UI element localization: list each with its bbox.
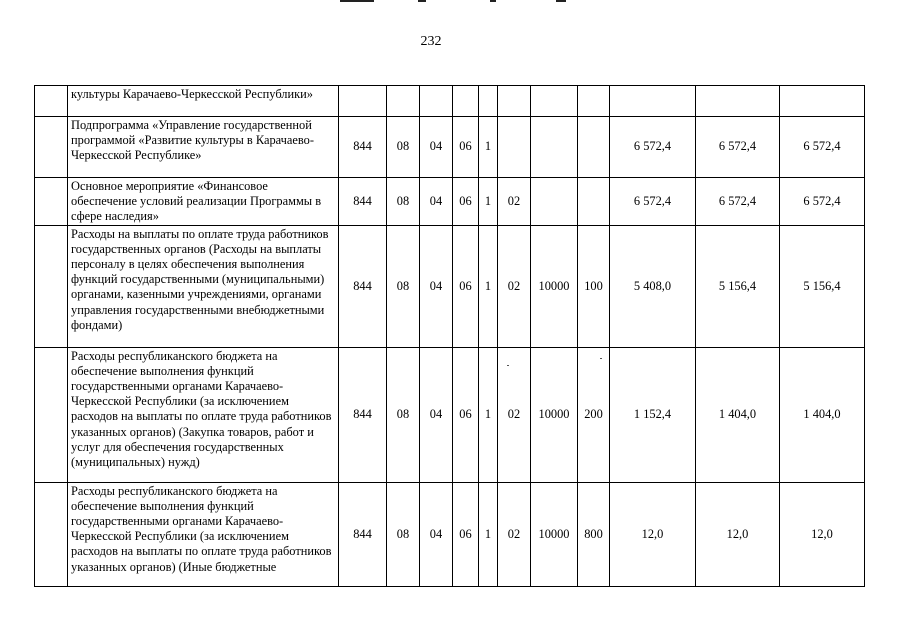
- expense-name-cell: Расходы на выплаты по оплате труда работников государственных органов (Расходы на выплаты персоналу в целях обеспечения выполнения функций государственными (муниципальными) органами, казенными учреждениями, органами управления государственными внебюджетными фондами): [68, 225, 339, 347]
- direction-code-cell: 10000: [531, 482, 578, 586]
- subsection-code-cell: 04: [420, 347, 453, 482]
- row-number-cell: [35, 347, 68, 482]
- amount-2-cell: 6 572,4: [696, 117, 780, 178]
- expense-type-cell: [578, 86, 610, 117]
- row-number-cell: [35, 482, 68, 586]
- amount-2-cell: [696, 86, 780, 117]
- ministry-code-cell: 844: [339, 178, 387, 226]
- amount-1-cell: 12,0: [610, 482, 696, 586]
- event-code-cell: 02: [498, 178, 531, 226]
- program-code-cell: 06: [453, 178, 479, 226]
- ministry-code-cell: 844: [339, 117, 387, 178]
- scan-artifact: [340, 0, 374, 2]
- expense-type-cell: 800: [578, 482, 610, 586]
- expense-type-cell: [578, 178, 610, 226]
- row-number-cell: [35, 117, 68, 178]
- scan-speck: [600, 358, 602, 359]
- direction-code-cell: 10000: [531, 347, 578, 482]
- expense-type-cell: [578, 117, 610, 178]
- direction-code-cell: [531, 178, 578, 226]
- expense-name-cell: Расходы республиканского бюджета на обеспечение выполнения функций государственными органами Карачаево-Черкесской Республики (за исключением расходов на выплаты по оплате труда работников указанных органов) (Иные бюджетные: [68, 482, 339, 586]
- page-number: 232: [420, 34, 442, 49]
- section-code-cell: 08: [387, 178, 420, 226]
- subprogram-code-cell: 1: [479, 225, 498, 347]
- program-code-cell: 06: [453, 347, 479, 482]
- table-row: [35, 178, 865, 226]
- direction-code-cell: 10000: [531, 225, 578, 347]
- subprogram-code-cell: 1: [479, 482, 498, 586]
- expense-name-cell: культуры Карачаево-Черкесской Республики»: [68, 86, 339, 117]
- ministry-code-cell: [339, 86, 387, 117]
- subsection-code-cell: 04: [420, 178, 453, 226]
- scan-speck: [507, 365, 509, 366]
- table-row: [35, 482, 865, 586]
- subprogram-code-cell: 1: [479, 117, 498, 178]
- table-row: [35, 225, 865, 347]
- amount-2-cell: 5 156,4: [696, 225, 780, 347]
- program-code-cell: [453, 86, 479, 117]
- row-number-cell: [35, 225, 68, 347]
- subsection-code-cell: 04: [420, 117, 453, 178]
- row-number-cell: [35, 86, 68, 117]
- amount-1-cell: 5 408,0: [610, 225, 696, 347]
- event-code-cell: 02: [498, 225, 531, 347]
- program-code-cell: 06: [453, 482, 479, 586]
- section-code-cell: 08: [387, 482, 420, 586]
- amount-2-cell: 6 572,4: [696, 178, 780, 226]
- subprogram-code-cell: [479, 86, 498, 117]
- direction-code-cell: [531, 117, 578, 178]
- subprogram-code-cell: 1: [479, 178, 498, 226]
- program-code-cell: 06: [453, 225, 479, 347]
- subsection-code-cell: 04: [420, 225, 453, 347]
- table-row: [35, 86, 865, 117]
- scan-artifact: [490, 0, 496, 2]
- amount-1-cell: 1 152,4: [610, 347, 696, 482]
- amount-3-cell: 12,0: [780, 482, 865, 586]
- section-code-cell: [387, 86, 420, 117]
- amount-1-cell: 6 572,4: [610, 117, 696, 178]
- amount-1-cell: [610, 86, 696, 117]
- subprogram-code-cell: 1: [479, 347, 498, 482]
- section-code-cell: 08: [387, 225, 420, 347]
- amount-3-cell: 1 404,0: [780, 347, 865, 482]
- expense-name-cell: Расходы республиканского бюджета на обеспечение выполнения функций государственными органами Карачаево-Черкесской Республики (за исключением расходов на выплаты по оплате труда работников указанных органов) (Закупка товаров, работ и услуг для обеспечения государственных (муниципальных) нужд): [68, 347, 339, 482]
- amount-3-cell: [780, 86, 865, 117]
- budget-table: [34, 85, 865, 587]
- table-row: [35, 347, 865, 482]
- subsection-code-cell: [420, 86, 453, 117]
- expense-name-cell: Подпрограмма «Управление государственной программой «Развитие культуры в Карачаево-Черкесской Республике»: [68, 117, 339, 178]
- ministry-code-cell: 844: [339, 482, 387, 586]
- expense-type-cell: 100: [578, 225, 610, 347]
- subsection-code-cell: 04: [420, 482, 453, 586]
- scan-artifact: [556, 0, 566, 2]
- amount-2-cell: 12,0: [696, 482, 780, 586]
- row-number-cell: [35, 178, 68, 226]
- direction-code-cell: [531, 86, 578, 117]
- amount-3-cell: 6 572,4: [780, 117, 865, 178]
- table-row: [35, 117, 865, 178]
- event-code-cell: [498, 117, 531, 178]
- scan-artifact: [418, 0, 426, 2]
- event-code-cell: 02: [498, 347, 531, 482]
- section-code-cell: 08: [387, 347, 420, 482]
- ministry-code-cell: 844: [339, 225, 387, 347]
- ministry-code-cell: 844: [339, 347, 387, 482]
- program-code-cell: 06: [453, 117, 479, 178]
- event-code-cell: [498, 86, 531, 117]
- expense-type-cell: 200: [578, 347, 610, 482]
- amount-1-cell: 6 572,4: [610, 178, 696, 226]
- event-code-cell: 02: [498, 482, 531, 586]
- amount-3-cell: 5 156,4: [780, 225, 865, 347]
- section-code-cell: 08: [387, 117, 420, 178]
- amount-2-cell: 1 404,0: [696, 347, 780, 482]
- expense-name-cell: Основное мероприятие «Финансовое обеспечение условий реализации Программы в сфере наследия»: [68, 178, 339, 226]
- amount-3-cell: 6 572,4: [780, 178, 865, 226]
